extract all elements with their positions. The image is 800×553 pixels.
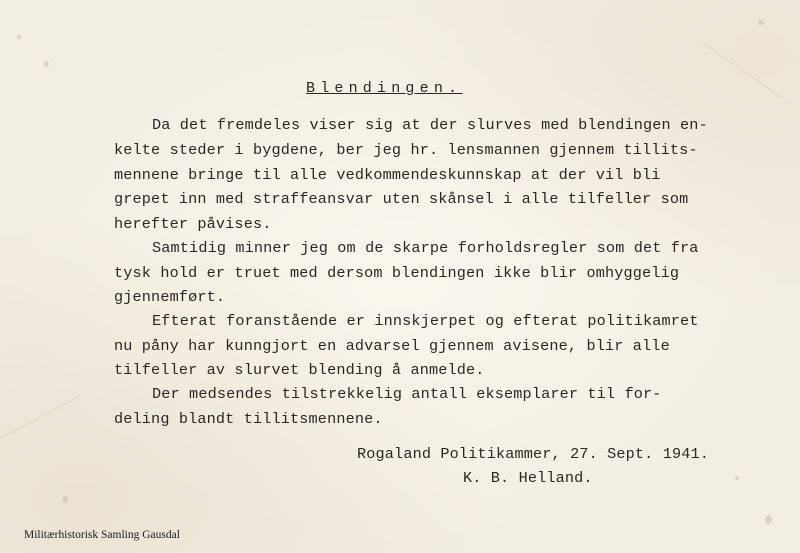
body-line: tysk hold er truet med dersom blendingen ikke blir omhyggelig [114, 264, 680, 282]
body-line: mennene bringe til alle vedkommendeskunnskap at der vil bli [114, 166, 661, 184]
paper-stain [758, 20, 764, 25]
paper-stain [735, 476, 739, 480]
body-line: gjennemført. [114, 288, 226, 306]
paper-crease [0, 396, 80, 439]
paper-stain [63, 496, 68, 503]
body-line: tilfeller av slurvet blending å anmelde. [114, 361, 485, 379]
body-line: Da det fremdeles viser sig at der slurves med blendingen en- [152, 116, 708, 134]
place-date: Rogaland Politikammer, 27. Sept. 1941. [357, 445, 710, 463]
paper-stain [765, 515, 772, 524]
signature: K. B. Helland. [463, 469, 593, 487]
body-line: Efterat foranstående er innskjerpet og efterat politikamret [152, 312, 699, 330]
body-line: Der medsendes tilstrekkelig antall eksemplarer til for- [152, 385, 662, 403]
paper-crease [700, 40, 791, 104]
body-line: herefter påvises. [114, 215, 272, 233]
body-line: nu påny har kunngjort en advarsel gjennem avisene, blir alle [114, 337, 670, 355]
paper-stain [44, 61, 49, 67]
document-title: Blendingen. [306, 80, 463, 97]
source-credit: Militærhistorisk Samling Gausdal [24, 529, 180, 541]
body-line: kelte steder i bygdene, ber jeg hr. lensmannen gjennem tillits- [114, 141, 698, 159]
paper-stain [17, 35, 21, 39]
body-line: Samtidig minner jeg om de skarpe forholdsregler som det fra [152, 239, 699, 257]
body-line: grepet inn med straffeansvar uten skånsel i alle tilfeller som [114, 190, 689, 208]
body-line: deling blandt tillitsmennene. [114, 410, 383, 428]
